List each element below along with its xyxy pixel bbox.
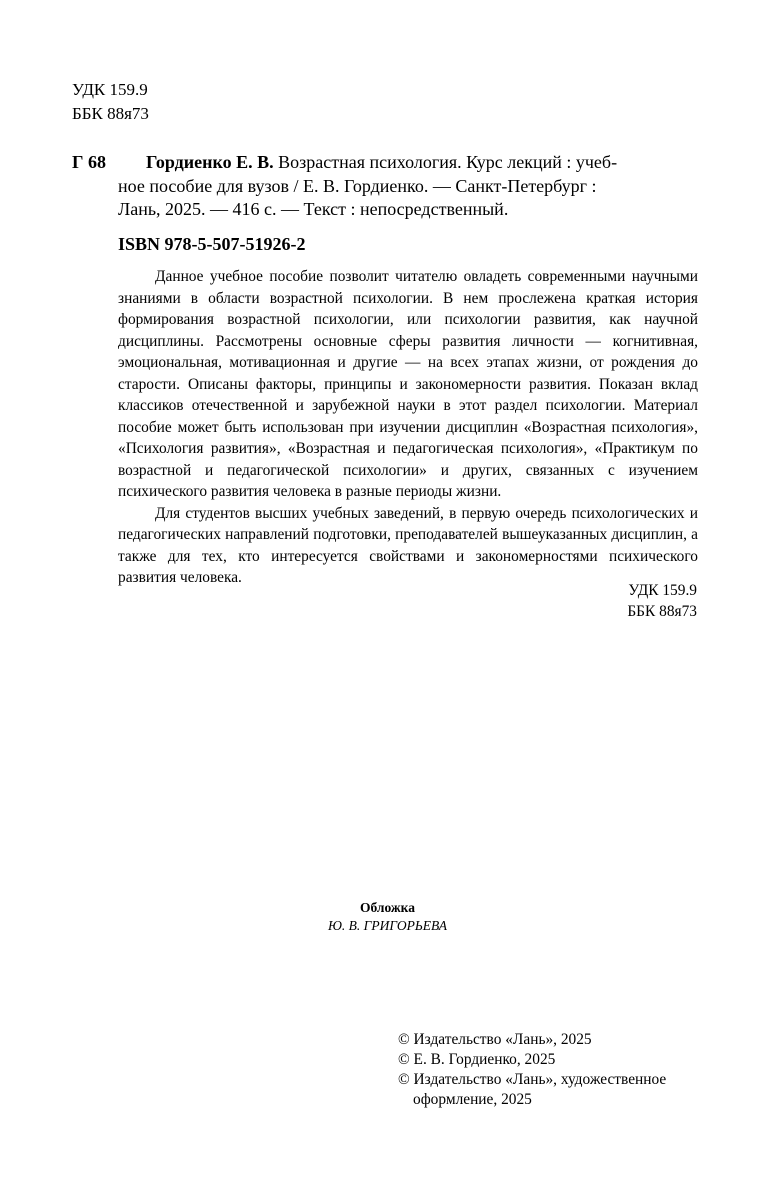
- bibliographic-entry: [72, 151, 697, 222]
- description-line-2: ное пособие для вузов / Е. В. Гордиенко. — Санкт-Петербург :: [118, 175, 597, 196]
- bbk-code: ББК 88я73: [72, 104, 149, 123]
- copyright-line-2: © Е. В. Гордиенко, 2025: [398, 1051, 556, 1068]
- cover-artist: Ю. В. ГРИГОРЬЕВА: [327, 918, 448, 933]
- author-name: Гордиенко Е. В.: [146, 152, 274, 172]
- copyright-block: [398, 1030, 666, 1110]
- bibliographic-description: [118, 151, 697, 222]
- description-line-3: Лань, 2025. — 416 с. — Текст : непосредственный.: [118, 199, 509, 219]
- cover-label: Обложка: [359, 900, 415, 915]
- cover-credit: [0, 899, 769, 935]
- copyright-line-4: оформление, 2025: [413, 1091, 532, 1108]
- copyright-line-3: © Издательство «Лань», художественное: [398, 1071, 667, 1088]
- udk-bbk-footer: [627, 580, 697, 622]
- udk-code-bottom: УДК 159.9: [628, 582, 697, 599]
- copyright-line-1: © Издательство «Лань», 2025: [398, 1031, 592, 1048]
- isbn: ISBN 978-5-507-51926-2: [118, 234, 306, 254]
- annotation-paragraph-1: Данное учебное пособие позволит читателю овладеть современными научными знаниями в области возрастной психологии. В нем прослежена краткая история формирования возрастной психологии, или психологии развития, как научной дисциплины. Рассмотрены основные сферы развития личности — когнитивная, эмоциональная, мотивационная и другие — на всех этапах жизни, от рождения до старости. Описаны факторы, принципы и закономерности развития. Показан вклад классиков отечественной и зарубежной науки в этот раздел психологии. Материал пособие может быть использован при изучении дисциплин «Возрастная психология», «Психология развития», «Возрастная и педагогическая психология», «Практикум по возрастной и педагогической психологии» и других, связанных с изучением психического развития человека в разные периоды жизни.: [118, 268, 698, 500]
- udk-bbk-header: [72, 78, 149, 126]
- udk-code: УДК 159.9: [72, 80, 148, 99]
- description-line-1: Возрастная психология. Курс лекций : учеб-: [273, 152, 618, 172]
- author-cipher: Г 68: [72, 152, 106, 172]
- annotation: [118, 266, 698, 589]
- bbk-code-bottom: ББК 88я73: [627, 603, 697, 620]
- annotation-paragraph-2: Для студентов высших учебных заведений, в первую очередь психологических и педагогических направлений подготовки, преподавателей вышеуказанных дисциплин, а также для тех, кто интересуется свойствами и закономерностями психического развития человека.: [118, 504, 698, 586]
